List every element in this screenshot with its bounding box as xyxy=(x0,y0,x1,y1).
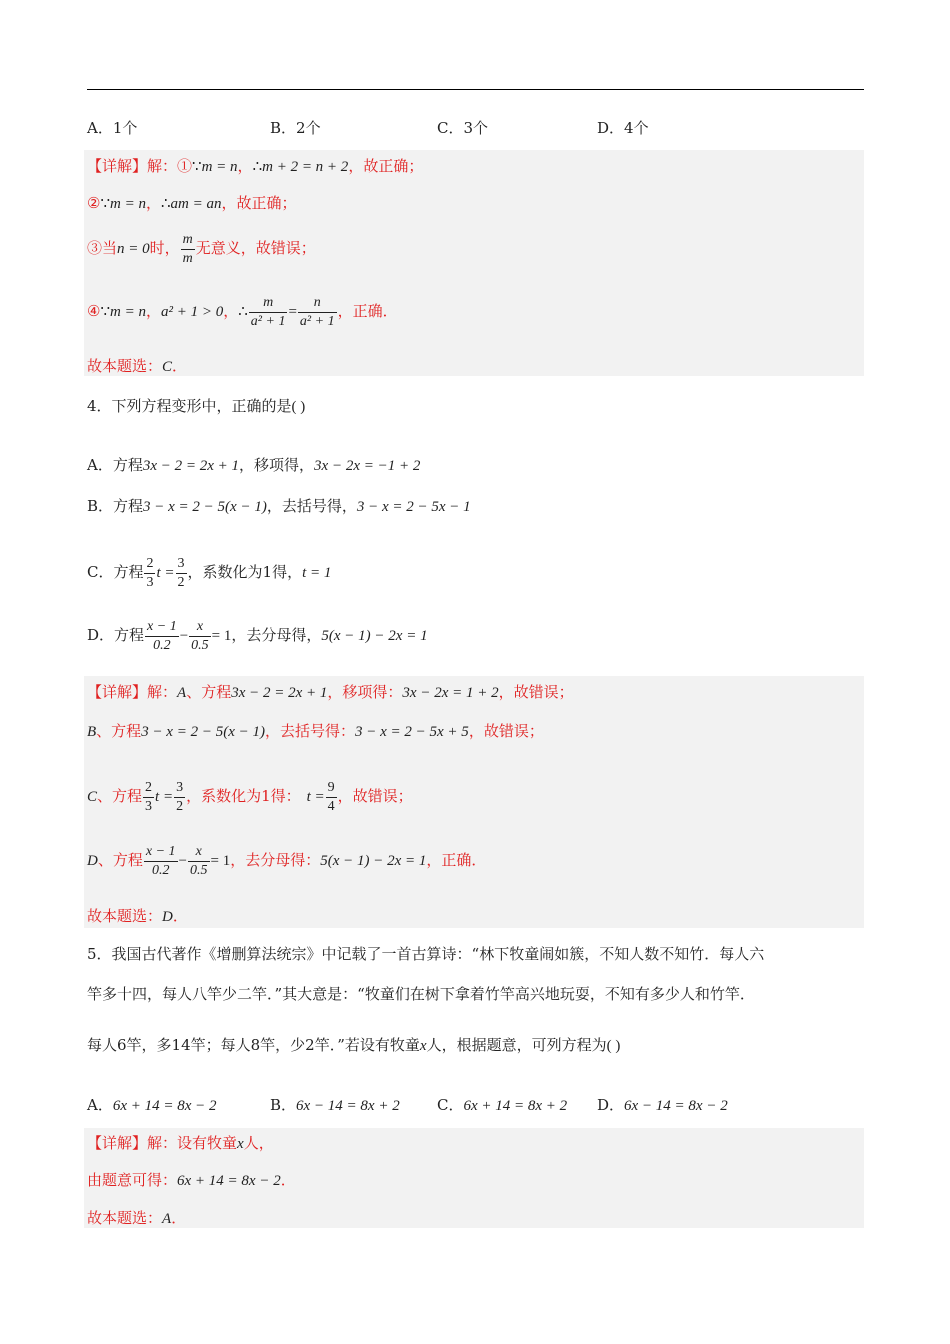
q4-option-c[interactable]: C．方程 $\frac{2}{3}$ t = $\frac{3}{2}$ ，系数化为1得，t = 1 xyxy=(87,555,332,590)
q5-option-c[interactable]: C．6x + 14 = 8x + 2 xyxy=(437,1096,568,1114)
q5-stem-line-1: 5．我国古代著作《增删算法统宗》中记载了一首古算诗：“林下牧童闹如簇，不知人数不知竹．每人六 xyxy=(87,945,765,963)
fraction: $\frac{9}{4}$ xyxy=(327,779,335,814)
q5-solution-line-2: 由题意可得：6x + 14 = 8x − 2． xyxy=(87,1171,296,1189)
q3-option-b[interactable]: B．2个 xyxy=(270,119,321,137)
fraction: $\frac{x}{0.5}$ xyxy=(190,843,208,878)
q4-option-d[interactable]: D．方程 $\frac{x - 1}{0.2}$ − $\frac{x}{0.5}$ = 1，去分母得，5(x − 1) − 2x = 1 xyxy=(87,618,428,653)
q3-option-c[interactable]: C．3个 xyxy=(437,119,489,137)
q3-solution-line-4: ④∵m = n，a² + 1 > 0，∴ $\frac{m}{\text{a² + 1}}$ = $\frac{n}{\text{a² + 1}}$ ，正确． xyxy=(87,294,398,329)
fraction: $\frac{x - 1}{0.2}$ xyxy=(145,843,176,878)
fraction: $\frac{m}{\text{a² + 1}}$ xyxy=(250,294,286,329)
q5-stem-line-2: 竿多十四，每人八竿少二竿．”其大意是：“牧童们在树下拿着竹竿高兴地玩耍，不知有多少人和竹竿． xyxy=(87,985,755,1003)
fraction: $\frac{x}{0.5}$ xyxy=(191,618,209,653)
header-rule xyxy=(87,89,864,90)
fraction: $\frac{2}{3}$ xyxy=(146,555,154,590)
q4-option-b[interactable]: B．方程3 − x = 2 − 5(x − 1)，去括号得，3 − x = 2 − 5x − 1 xyxy=(87,497,471,515)
solution-tag: 【详解】 xyxy=(87,683,148,701)
q5-option-d[interactable]: D．6x − 14 = 8x − 2 xyxy=(597,1096,728,1114)
q4-solution-line-1: 【详解】解：A、方程3x − 2 = 2x + 1，移项得：3x − 2x = 1 + 2，故错误； xyxy=(87,683,574,701)
fraction: $\frac{n}{\text{a² + 1}}$ xyxy=(299,294,335,329)
q4-solution-line-4: D、方程 $\frac{x - 1}{0.2}$ − $\frac{x}{0.5}$ = 1，去分母得：5(x − 1) − 2x = 1，正确． xyxy=(87,843,487,878)
q3-solution-line-2: ②∵m = n，∴am = an，故正确； xyxy=(87,194,297,212)
solution-tag: 【详解】 xyxy=(87,1134,148,1152)
q5-solution-line-1: 【详解】解：设有牧童x人， xyxy=(87,1134,274,1152)
q5-option-b[interactable]: B．6x − 14 = 8x + 2 xyxy=(270,1096,400,1114)
q4-solution-line-2: B、方程3 − x = 2 − 5(x − 1)，去括号得：3 − x = 2 − 5x + 5，故错误； xyxy=(87,722,544,740)
q5-option-a[interactable]: A．6x + 14 = 8x − 2 xyxy=(87,1096,217,1114)
q3-solution-line-3: ③当n = 0时， $\frac{m}{m}$ 无意义，故错误； xyxy=(87,231,316,266)
fraction: $\frac{m}{m}$ xyxy=(182,231,193,266)
q3-option-a[interactable]: A．1个 xyxy=(87,119,138,137)
q4-answer: 故本题选：D． xyxy=(87,907,188,925)
q3-option-d[interactable]: D．4个 xyxy=(597,119,649,137)
fraction: $\frac{3}{2}$ xyxy=(177,555,185,590)
q3-answer: 故本题选：C． xyxy=(87,357,188,375)
q4-solution-line-3: C、方程 $\frac{2}{3}$ t = $\frac{3}{2}$ ，系数化为1得： t = $\frac{9}{4}$ ，故错误； xyxy=(87,779,413,814)
fraction: $\frac{3}{2}$ xyxy=(176,779,184,814)
q3-solution-line-1: 【详解】解：①∵m = n，∴m + 2 = n + 2，故正确； xyxy=(87,157,424,175)
q5-answer: 故本题选：A． xyxy=(87,1209,187,1227)
fraction: $\frac{x - 1}{0.2}$ xyxy=(147,618,177,653)
q4-option-a[interactable]: A．方程3x − 2 = 2x + 1，移项得，3x − 2x = −1 + 2 xyxy=(87,456,421,474)
q4-stem: 4．下列方程变形中，正确的是( ) xyxy=(87,397,306,415)
solution-tag: 【详解】 xyxy=(87,157,148,175)
q5-stem-line-3: 每人6竿，多14竿；每人8竿，少2竿．”若设有牧童x人，根据题意，可列方程为( ) xyxy=(87,1036,621,1054)
fraction: $\frac{2}{3}$ xyxy=(145,779,153,814)
